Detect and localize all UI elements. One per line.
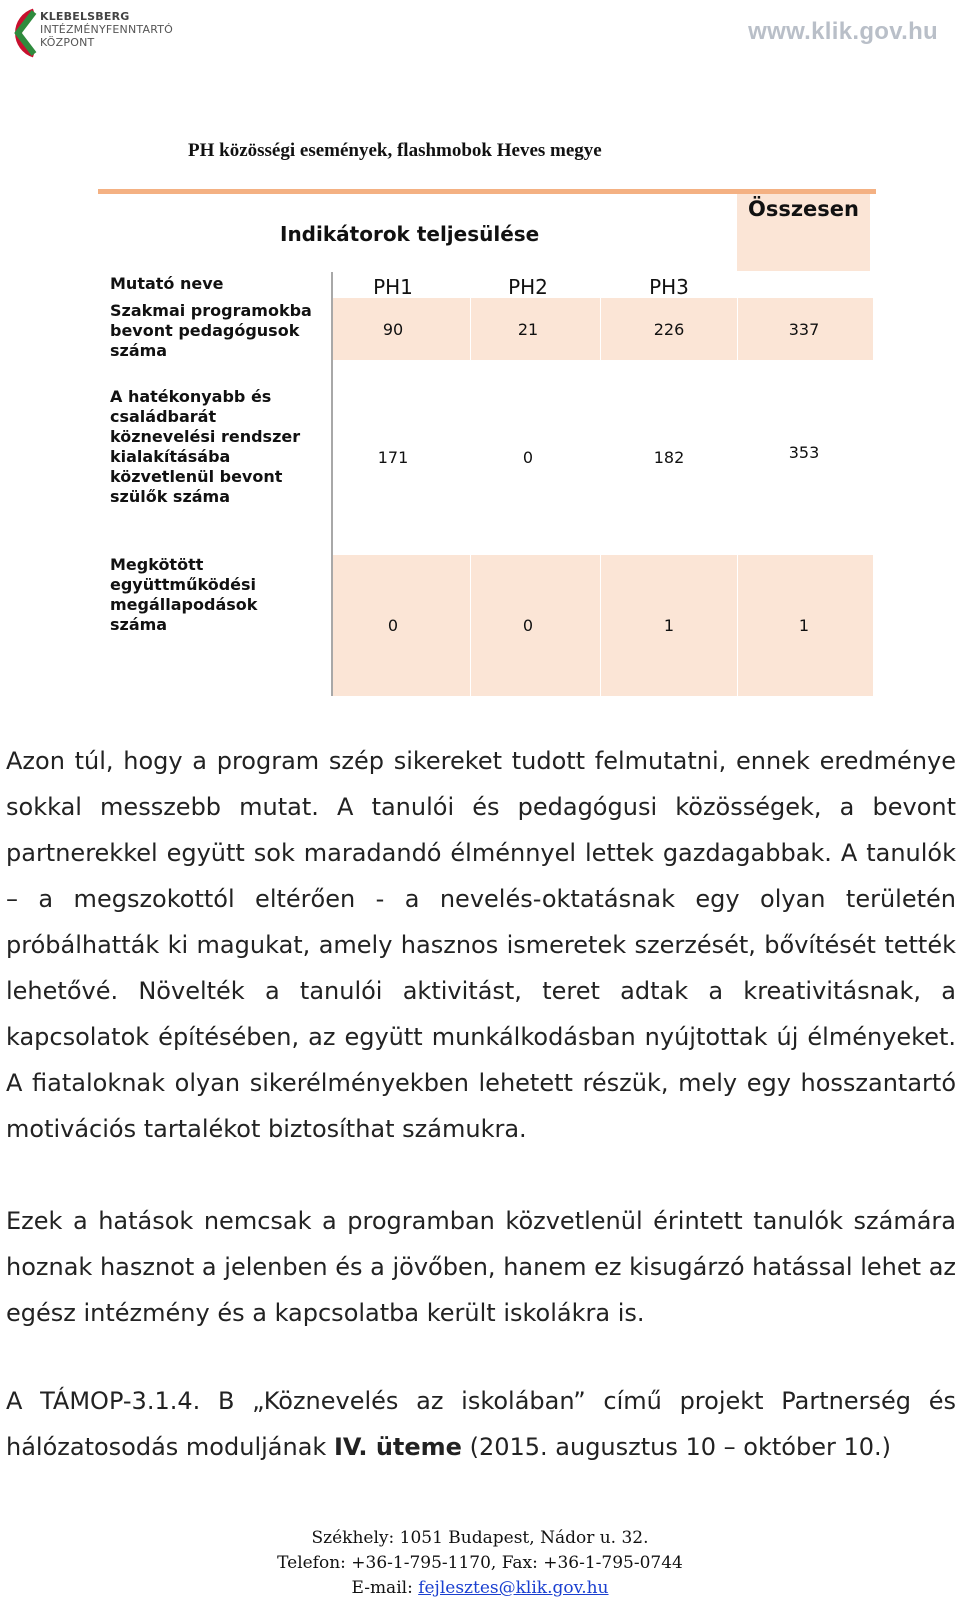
col-separator — [470, 555, 471, 696]
closing-paragraph — [6, 1378, 956, 1470]
table-cell: 171 — [377, 448, 409, 467]
closing-text-start: A TÁMOP-3.1.4. B „Köznevelés az iskolában” című projekt Partnerség és hálózatosodás moduljának — [6, 1387, 956, 1461]
footer-phone: Telefon: +36-1-795-1170, Fax: +36-1-795-0744 — [277, 1553, 683, 1573]
logo-line-2: INTÉZMÉNYFENNTARTÓ — [40, 23, 174, 36]
table-cell: 90 — [382, 320, 404, 339]
body-paragraph — [6, 738, 956, 1152]
site-url[interactable]: www.klik.gov.hu — [748, 18, 938, 45]
column-header-ph1: PH1 — [373, 275, 413, 299]
paragraph-text: Ezek a hatások nemcsak a programban közvetlenül érintett tanulók számára hoznak hasznot a jelenben és a jövőben, hanem ez kisugárzó hatással lehet az egész intézmény és a kapcsolatba került iskolákra is. — [6, 1207, 956, 1327]
closing-text-bold: IV. üteme — [333, 1433, 462, 1461]
footer-email-label: E-mail: — [351, 1578, 419, 1598]
table-cell: 1 — [663, 616, 675, 635]
col-separator — [737, 298, 738, 360]
col-separator — [737, 555, 738, 696]
table-cell: 21 — [517, 320, 539, 339]
table-cell-total: 353 — [788, 443, 820, 462]
footer-email-link[interactable]: fejlesztes@klik.gov.hu — [418, 1578, 609, 1598]
document-title: PH közösségi események, flashmobok Heves megye — [188, 140, 602, 161]
page-footer — [0, 1526, 960, 1601]
group-header: Indikátorok teljesülése — [280, 222, 540, 246]
row-label: Megkötött együttműködési megállapodások száma — [110, 555, 258, 634]
table-cell-total: 337 — [788, 320, 820, 339]
column-header-ph2: PH2 — [508, 275, 548, 299]
body-paragraph — [6, 1198, 956, 1336]
name-column-header: Mutató neve — [110, 274, 224, 293]
table-vertical-rule — [331, 272, 333, 696]
closing-text-end: (2015. augusztus 10 – október 10.) — [461, 1433, 891, 1461]
row-label: Szakmai programokba bevont pedagógusok száma — [110, 301, 312, 360]
table-cell: 0 — [522, 448, 534, 467]
footer-address: Székhely: 1051 Budapest, Nádor u. 32. — [311, 1528, 649, 1548]
row-label: A hatékonyabb és családbarát köznevelési rendszer kialakításába közvetlenül bevont szülők száma — [110, 387, 301, 506]
logo-line-3: KÖZPONT — [40, 36, 95, 49]
logo-line-1: KLEBELSBERG — [40, 10, 130, 23]
total-header: Összesen — [747, 197, 859, 221]
table-cell: 0 — [522, 616, 534, 635]
col-separator — [600, 555, 601, 696]
col-separator — [470, 298, 471, 360]
table-cell: 182 — [653, 448, 685, 467]
table-cell: 226 — [653, 320, 685, 339]
paragraph-text: Azon túl, hogy a program szép sikereket tudott felmutatni, ennek eredménye sokkal messzebb mutat. A tanulói és pedagógusi közösségek, a bevont partnerekkel együtt sok maradandó élménnyel lettek gazdagabbak. A tanulók – a megszokottól eltérően - a nevelés-oktatásnak egy olyan területén próbálhatták ki magukat, amely hasznos ismeretek szerzését, bővítését tették lehetővé. Növelték a tanulói aktivitást, teret adtak a kreativitásnak, a kapcsolatok építésében, az együtt munkálkodásban nyújtottak új élményeket. A fiataloknak olyan sikerélményekben lehetett részük, mely egy hosszantartó motivációs tartalékot biztosíthat számukra. — [6, 747, 956, 1143]
table-cell-total: 1 — [798, 616, 810, 635]
col-separator — [600, 298, 601, 360]
indicator-table — [0, 0, 960, 700]
footer-email-line — [0, 1576, 960, 1601]
table-cell: 0 — [387, 616, 399, 635]
closing-text — [6, 1378, 956, 1470]
column-header-ph3: PH3 — [649, 275, 689, 299]
